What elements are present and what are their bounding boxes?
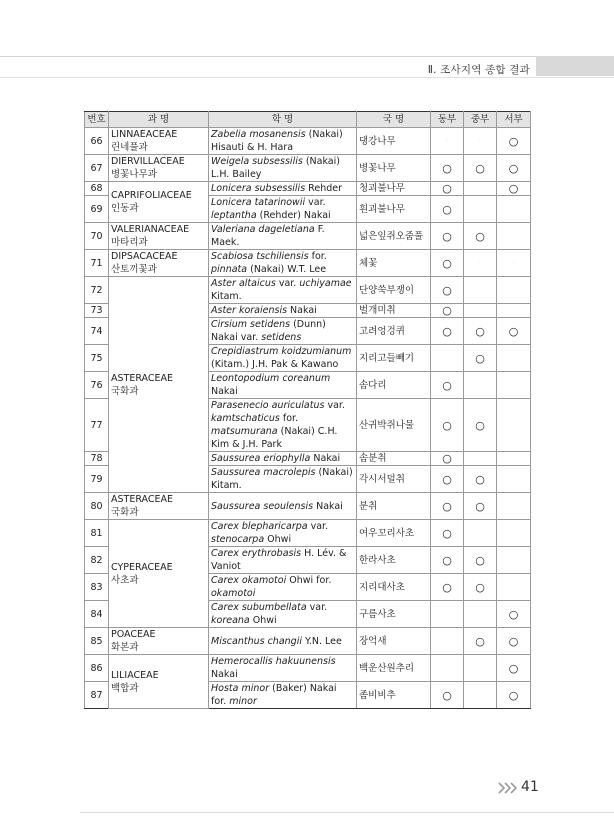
family-cell — [109, 155, 209, 182]
name-author: (Kitam.) J.H. Pak & Kawano — [211, 359, 339, 370]
presence-central — [464, 196, 497, 223]
name-italic: Aster koraiensis — [211, 305, 288, 316]
row-number: 73 — [85, 304, 109, 318]
row-number: 86 — [85, 655, 109, 682]
presence-central: · — [464, 128, 497, 155]
name-italic: okamotoi — [211, 588, 256, 599]
name-author: (Baker) Nakai for. — [211, 683, 337, 707]
presence-west — [497, 520, 531, 547]
name-italic: Lonicera tatarinowii — [211, 197, 306, 208]
family-latin: ASTERACEAE — [111, 494, 174, 505]
header-underline — [0, 77, 614, 78]
presence-west — [497, 345, 531, 372]
family-korean: 린네풀과 — [111, 142, 148, 153]
presence-central — [464, 601, 497, 628]
family-korean: 화본과 — [111, 642, 139, 653]
presence-central — [464, 277, 497, 304]
korean-name: 한라사초 — [357, 547, 431, 574]
name-italic: Leontopodium coreanum — [211, 373, 331, 384]
name-italic: minor — [229, 696, 257, 707]
scientific-name — [209, 196, 357, 223]
row-number: 75 — [85, 345, 109, 372]
family-cell — [109, 493, 209, 520]
family-korean: 국화과 — [111, 385, 139, 397]
presence-west — [497, 493, 531, 520]
header-band — [536, 56, 614, 76]
presence-east: ○ — [431, 452, 464, 466]
presence-west — [497, 372, 531, 399]
row-number: 66 — [85, 128, 109, 155]
presence-east — [431, 601, 464, 628]
presence-central — [464, 520, 497, 547]
row-number: 67 — [85, 155, 109, 182]
table-row — [85, 277, 531, 304]
presence-central — [464, 304, 497, 318]
korean-name: 고려엉겅퀴 — [357, 318, 431, 345]
name-italic: Carex blepharicarpa — [211, 521, 308, 532]
korean-name: 산귀박쥐나물 — [357, 399, 431, 452]
scientific-name — [209, 128, 357, 155]
row-number: 76 — [85, 372, 109, 399]
name-italic: Lonicera subsessilis — [211, 183, 306, 194]
row-number: 74 — [85, 318, 109, 345]
presence-west: ○ — [497, 155, 531, 182]
name-author: Ohwi — [249, 615, 277, 626]
presence-east — [431, 345, 464, 372]
korean-name: 각시서덜취 — [357, 466, 431, 493]
presence-east: ○ — [431, 277, 464, 304]
korean-name: 지리대사초 — [357, 574, 431, 601]
row-number: 77 — [85, 399, 109, 452]
name-author: Nakai — [310, 453, 341, 464]
scientific-name — [209, 304, 357, 318]
row-number: 71 — [85, 250, 109, 277]
table-row — [85, 223, 531, 250]
presence-west: ○ — [497, 628, 531, 655]
scientific-name — [209, 466, 357, 493]
table-body — [85, 128, 531, 709]
presence-central: ○ — [464, 628, 497, 655]
name-author: Nakai — [287, 305, 317, 316]
family-cell — [109, 277, 209, 493]
name-italic: matsumurana — [211, 426, 278, 437]
presence-east — [431, 628, 464, 655]
name-author: var. — [275, 278, 300, 289]
presence-west — [497, 304, 531, 318]
presence-central — [464, 182, 497, 196]
name-italic: Crepidiastrum koidzumianum — [211, 346, 352, 357]
presence-west — [497, 574, 531, 601]
presence-east: ○ — [431, 196, 464, 223]
presence-central — [464, 372, 497, 399]
footer-rule — [80, 812, 614, 813]
family-latin: DIPSACACEAE — [111, 251, 178, 262]
name-italic: Zabelia mosanensis — [211, 129, 306, 140]
table-row — [85, 182, 531, 196]
name-author: var. — [324, 400, 345, 411]
name-italic: stenocarpa — [211, 534, 265, 545]
scientific-name — [209, 682, 357, 709]
presence-east: ○ — [431, 399, 464, 452]
presence-east: ○ — [431, 155, 464, 182]
row-number: 83 — [85, 574, 109, 601]
col-header-korean-name: 국 명 — [357, 112, 431, 128]
presence-central: ○ — [464, 223, 497, 250]
name-author: (Rehder) Nakai — [256, 210, 331, 221]
presence-east: · — [431, 128, 464, 155]
name-italic: leptantha — [211, 210, 257, 221]
chapter-title: Ⅱ. 조사지역 종합 결과 — [427, 64, 530, 76]
korean-name: 흰괴불나무 — [357, 196, 431, 223]
family-korean: 병꽃나무과 — [111, 169, 157, 180]
scientific-name — [209, 601, 357, 628]
row-number: 80 — [85, 493, 109, 520]
korean-name: 체꽃 — [357, 250, 431, 277]
name-italic: Carex okamotoi — [211, 575, 287, 586]
name-italic: Aster altaicus — [211, 278, 276, 289]
name-italic: Saussurea macrolepis — [211, 467, 316, 478]
scientific-name — [209, 547, 357, 574]
presence-west — [497, 547, 531, 574]
presence-east: ○ — [431, 304, 464, 318]
species-table — [84, 111, 531, 709]
scientific-name — [209, 452, 357, 466]
col-header-central: 중부 — [464, 112, 497, 128]
scientific-name — [209, 628, 357, 655]
family-cell — [109, 628, 209, 655]
name-author: (Nakai) C.H. Kim & J.H. Park — [211, 426, 338, 450]
name-author: Kitam. — [211, 291, 242, 302]
chevrons-icon — [498, 780, 518, 796]
presence-central: ○ — [464, 547, 497, 574]
presence-west: ○ — [497, 318, 531, 345]
presence-central: ○ — [464, 345, 497, 372]
presence-west: ○ — [497, 128, 531, 155]
name-author: H. Lév. & Vaniot — [211, 548, 347, 572]
scientific-name — [209, 399, 357, 452]
name-italic: Hosta minor — [211, 683, 270, 694]
family-korean: 산토끼꽃과 — [111, 264, 157, 275]
presence-west: ○ — [497, 655, 531, 682]
presence-central: ○ — [464, 493, 497, 520]
korean-name: 백운산원추리 — [357, 655, 431, 682]
name-author: (Nakai) L.H. Bailey — [211, 156, 340, 180]
scientific-name — [209, 223, 357, 250]
name-author: (Dunn) Nakai var. — [211, 319, 326, 343]
name-author: var. — [306, 602, 328, 613]
family-cell — [109, 223, 209, 250]
scientific-name — [209, 318, 357, 345]
row-number: 87 — [85, 682, 109, 709]
presence-east — [431, 655, 464, 682]
name-author: Rehder — [305, 183, 342, 194]
family-latin: POACEAE — [111, 629, 156, 640]
table-row — [85, 128, 531, 155]
name-author: Ohwi for. — [286, 575, 332, 586]
name-author: Nakai — [211, 386, 238, 397]
presence-east: ○ — [431, 466, 464, 493]
scientific-name — [209, 250, 357, 277]
presence-central — [464, 682, 497, 709]
name-author: (Nakai) Hisauti & H. Hara — [211, 129, 343, 153]
row-number: 78 — [85, 452, 109, 466]
presence-east: ○ — [431, 223, 464, 250]
name-author: (Nakai) Kitam. — [211, 467, 353, 491]
scientific-name — [209, 182, 357, 196]
name-italic: Saussurea seoulensis — [211, 500, 314, 512]
row-number: 82 — [85, 547, 109, 574]
col-header-east: 동부 — [431, 112, 464, 128]
row-number: 70 — [85, 223, 109, 250]
family-latin: ASTERACEAE — [111, 372, 174, 384]
name-author: Ohwi — [264, 534, 292, 545]
presence-east: ○ — [431, 493, 464, 520]
name-italic: koreana — [211, 615, 250, 626]
family-latin: VALERIANACEAE — [111, 224, 190, 235]
family-latin: LILIACEAE — [111, 669, 159, 681]
korean-name: 벌개미취 — [357, 304, 431, 318]
name-italic: pinnata — [211, 264, 248, 275]
table-row — [85, 250, 531, 277]
col-header-west: 서부 — [497, 112, 531, 128]
name-italic: Valeriana dageletiana — [211, 224, 315, 235]
presence-east: ○ — [431, 574, 464, 601]
col-header-scientific-name: 학 명 — [209, 112, 357, 128]
korean-name: 솜다리 — [357, 372, 431, 399]
scientific-name — [209, 277, 357, 304]
name-italic: Weigela subsessilis — [211, 156, 303, 167]
row-number: 81 — [85, 520, 109, 547]
presence-west — [497, 466, 531, 493]
korean-name: 단양쑥부쟁이 — [357, 277, 431, 304]
name-author: Nakai — [313, 500, 343, 512]
row-number: 68 — [85, 182, 109, 196]
presence-central: ○ — [464, 466, 497, 493]
table-row — [85, 520, 531, 547]
family-korean: 마타리과 — [111, 237, 148, 248]
family-korean: 사초과 — [111, 574, 139, 586]
family-korean: 국화과 — [111, 507, 139, 518]
korean-name: 지리고들빼기 — [357, 345, 431, 372]
korean-name: 넓은잎쥐오줌풀 — [357, 223, 431, 250]
presence-central: ○ — [464, 318, 497, 345]
family-korean: 인동과 — [111, 203, 139, 214]
korean-name: 청괴불나무 — [357, 182, 431, 196]
name-author: var. — [307, 521, 329, 532]
table-row — [85, 655, 531, 682]
family-latin: CYPERACEAE — [111, 561, 173, 573]
name-italic: Saussurea eriophylla — [211, 453, 311, 464]
row-number: 69 — [85, 196, 109, 223]
family-cell — [109, 520, 209, 628]
name-italic: Miscanthus changii — [211, 635, 302, 647]
name-italic: Parasenecio auriculatus — [211, 400, 325, 411]
presence-west — [497, 277, 531, 304]
presence-east: ○ — [431, 547, 464, 574]
family-cell — [109, 655, 209, 709]
family-latin: CAPRIFOLIACEAE — [111, 190, 192, 201]
presence-central: ○ — [464, 574, 497, 601]
presence-east: ○ — [431, 520, 464, 547]
presence-central: · — [464, 250, 497, 277]
korean-name: 댕강나무 — [357, 128, 431, 155]
korean-name: 구름사초 — [357, 601, 431, 628]
presence-west — [497, 399, 531, 452]
name-author: Y.N. Lee — [301, 635, 342, 647]
scientific-name — [209, 493, 357, 520]
presence-east: ○ — [431, 682, 464, 709]
presence-west — [497, 196, 531, 223]
family-cell — [109, 182, 209, 223]
page-number: 41 — [521, 779, 539, 795]
name-author: for. — [308, 251, 327, 262]
row-number: 79 — [85, 466, 109, 493]
row-number: 72 — [85, 277, 109, 304]
presence-east: ○ — [431, 372, 464, 399]
name-italic: setidens — [261, 332, 302, 343]
presence-west: ○ — [497, 601, 531, 628]
presence-east: ○ — [431, 250, 464, 277]
table-header-row — [85, 112, 531, 128]
presence-central: ○ — [464, 155, 497, 182]
name-author: Nakai — [211, 669, 238, 680]
korean-name: 솜분취 — [357, 452, 431, 466]
korean-name: 분취 — [357, 493, 431, 520]
family-cell — [109, 250, 209, 277]
presence-west: · — [497, 250, 531, 277]
col-header-number: 번호 — [85, 112, 109, 128]
row-number: 84 — [85, 601, 109, 628]
name-author: F. Maek. — [211, 224, 325, 248]
name-italic: Carex subumbellata — [211, 602, 307, 613]
name-italic: Hemerocallis hakuunensis — [211, 656, 336, 667]
name-italic: Cirsium setidens — [211, 319, 291, 330]
presence-west: ○ — [497, 182, 531, 196]
name-author: (Nakai) W.T. Lee — [247, 264, 327, 275]
presence-central: ○ — [464, 399, 497, 452]
scientific-name — [209, 345, 357, 372]
col-header-family: 과 명 — [109, 112, 209, 128]
korean-name: 병꽃나무 — [357, 155, 431, 182]
korean-name: 장억새 — [357, 628, 431, 655]
scientific-name — [209, 372, 357, 399]
presence-central — [464, 655, 497, 682]
scientific-name — [209, 574, 357, 601]
korean-name: 여우꼬리사초 — [357, 520, 431, 547]
scientific-name — [209, 155, 357, 182]
name-italic: uchiyamae — [299, 278, 352, 289]
family-latin: DIERVILLACEAE — [111, 156, 185, 167]
scientific-name — [209, 520, 357, 547]
name-italic: Carex erythrobasis — [211, 548, 302, 559]
name-italic: Scabiosa tschiliensis — [211, 251, 309, 262]
presence-west — [497, 223, 531, 250]
row-number: 85 — [85, 628, 109, 655]
table-row — [85, 493, 531, 520]
presence-east: ○ — [431, 182, 464, 196]
scientific-name — [209, 655, 357, 682]
header-rule — [0, 56, 614, 57]
table-row — [85, 628, 531, 655]
korean-name: 좀비비추 — [357, 682, 431, 709]
presence-east: ○ — [431, 318, 464, 345]
name-italic: kamtschaticus — [211, 413, 280, 424]
presence-central — [464, 452, 497, 466]
family-cell — [109, 128, 209, 155]
presence-west — [497, 452, 531, 466]
family-latin: LINNAEACEAE — [111, 129, 178, 140]
name-author: var. — [305, 197, 326, 208]
table-row — [85, 155, 531, 182]
name-author: for. — [279, 413, 299, 424]
family-korean: 백합과 — [111, 682, 139, 694]
presence-west: ○ — [497, 682, 531, 709]
